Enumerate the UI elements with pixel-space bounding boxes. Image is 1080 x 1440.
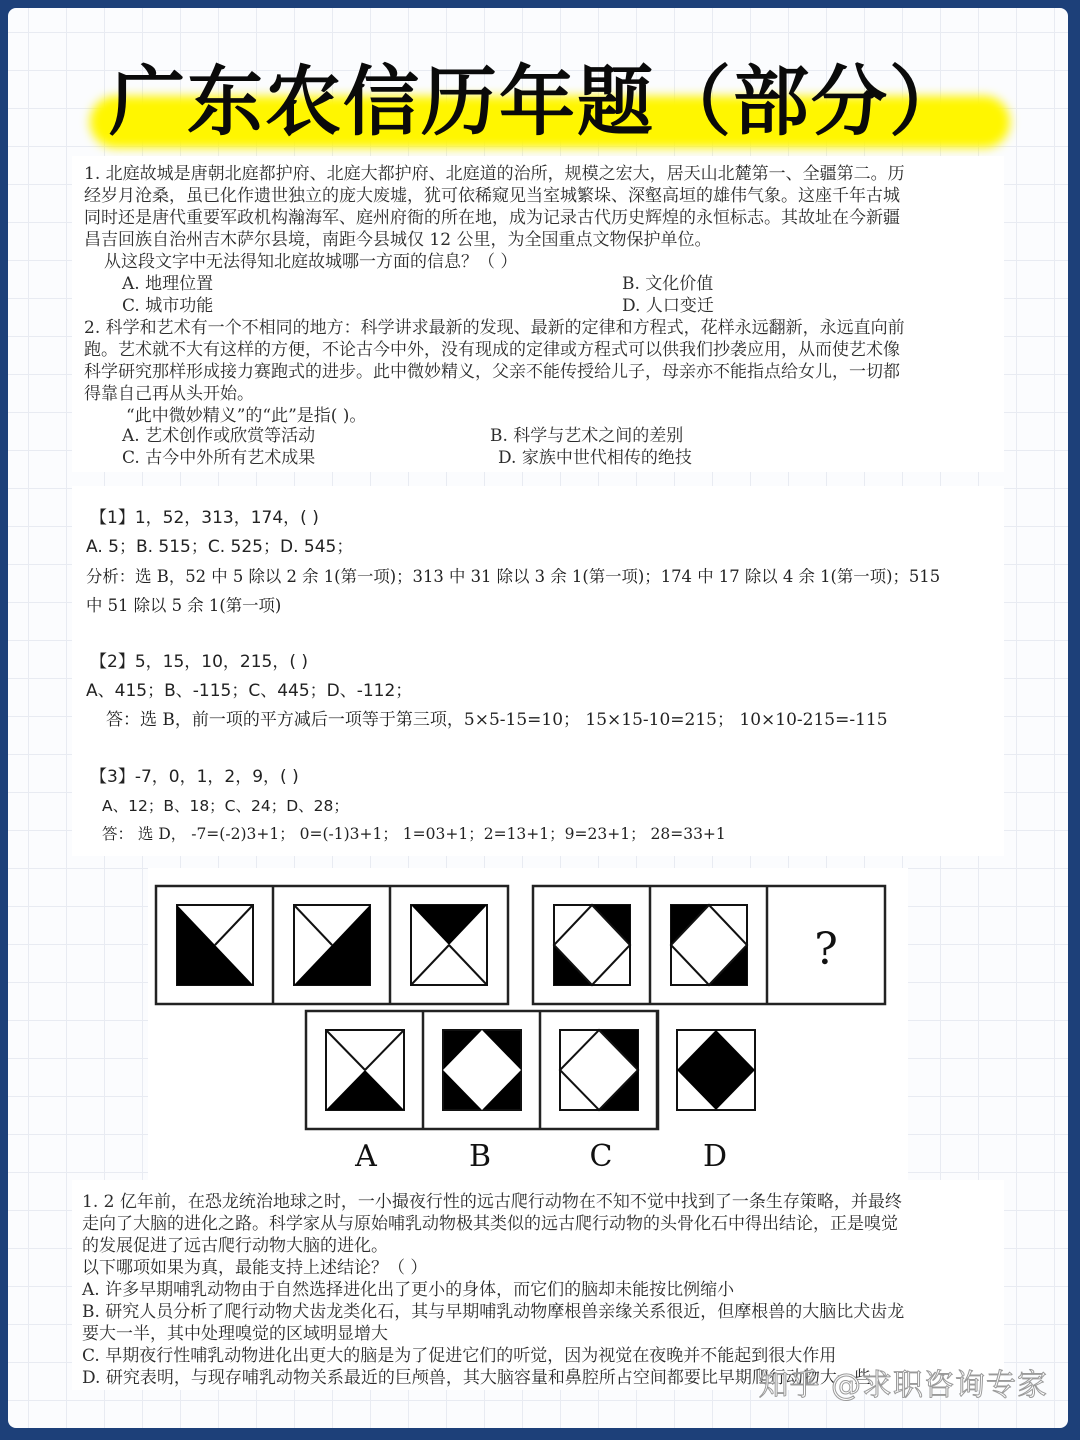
q2-option-a: A. 艺术创作或欣赏等活动	[122, 426, 316, 446]
q2-line: 2. 科学和艺术有一个不相同的地方：科学讲求最新的发现、最新的定律和方程式，花样永远翻新，永远直向前	[84, 318, 905, 338]
logic-option-b-cont: 要大一半，其中处理嗅觉的区域明显增大	[82, 1324, 388, 1344]
option-b-figure[interactable]	[443, 1030, 521, 1110]
number-series-questions	[72, 486, 1004, 856]
series1-answer: 分析：选 B，52 中 5 除以 2 余 1(第一项)；313 中 31 除以 3 余 1(第一项)；174 中 17 除以 4 余 1(第一项)；515	[86, 567, 941, 586]
option-c-figure[interactable]	[560, 1030, 638, 1110]
q1-line: 经岁月沧桑，虽已化作遗世独立的庞大废墟，犹可依稀窥见当室城繁垛、深壑高垣的雄伟气象。这座千年古城	[84, 186, 900, 206]
q2-question: “此中微妙精义”的“此”是指( )。	[126, 406, 367, 426]
series1-answer: 中 51 除以 5 余 1(第一项)	[86, 596, 282, 615]
q2-option-d: D. 家族中世代相传的绝技	[498, 448, 692, 468]
logic-option-b: B. 研究人员分析了爬行动物犬齿龙类化石，其与早期哺乳动物摩根兽亲缘关系很近，但摩根兽的大脑比犬齿龙	[82, 1302, 905, 1322]
q1-option-c: C. 城市功能	[122, 296, 214, 316]
q1-line: 同时还是唐代重要军政机构瀚海军、庭州府衙的所在地，成为记录古代历史辉煌的永恒标志。其故址在今新疆	[84, 208, 900, 228]
figure-reasoning-puzzle	[148, 868, 908, 1180]
option-d-label: D	[702, 1139, 728, 1174]
watermark: 知乎 @求职咨询专家	[758, 1368, 1048, 1403]
series2-options: A、415；B、-115；C、445；D、-112；	[86, 681, 413, 701]
option-c-label: C	[589, 1139, 613, 1174]
header	[8, 46, 1068, 156]
q1-question: 从这段文字中无法得知北庭故城哪一方面的信息？（ ）	[104, 252, 518, 272]
q2-line: 得靠自己再从头开始。	[84, 384, 254, 404]
q1-line: 1. 北庭故城是唐朝北庭都护府、北庭大都护府、北庭道的治所，规模之宏大，居天山北麓第一、全疆第二。历	[84, 164, 905, 184]
logic-question-prompt: 以下哪项如果为真，最能支持上述结论？（ ）	[82, 1258, 428, 1278]
q1-option-d: D. 人口变迁	[622, 296, 714, 316]
figure-panel-3	[411, 905, 487, 985]
figure-panel-4	[554, 905, 630, 985]
q1-option-b: B. 文化价值	[622, 274, 714, 294]
figure-panel-5	[671, 905, 747, 985]
option-d-figure[interactable]	[677, 1030, 755, 1110]
q1-line: 昌吉回族自治州吉木萨尔县境，南距今县城仅 12 公里，为全国重点文物保护单位。	[84, 230, 712, 250]
page-title: 广东农信历年题（部分）	[109, 57, 967, 146]
option-b-label: B	[468, 1139, 492, 1174]
series2-answer: 答：选 B，前一项的平方减后一项等于第三项，5×5-15=10； 15×15-10=215； 10×10-215=-115	[106, 710, 888, 730]
option-a-figure[interactable]	[326, 1030, 404, 1110]
series1-stem: 【1】1，52，313，174，( )	[90, 508, 319, 528]
logic-line: 走向了大脑的进化之路。科学家从与原始哺乳动物极其类似的远古爬行动物的头骨化石中得出结论，正是嗅觉	[82, 1214, 898, 1234]
reading-questions	[72, 156, 1004, 472]
logic-option-c: C. 早期夜行性哺乳动物进化出更大的脑是为了促进它们的听觉，因为视觉在夜晚并不能起到很大作用	[82, 1346, 837, 1366]
figure-panel-2	[294, 905, 370, 985]
logic-line: 的发展促进了远古爬行动物大脑的进化。	[82, 1236, 388, 1256]
series2-stem: 【2】5，15，10，215，( )	[90, 652, 309, 672]
option-a-label: A	[355, 1139, 377, 1174]
q2-line: 跑。艺术就不大有这样的方便，不论古今中外，没有现成的定律或方程式可以供我们抄袭应用，从而使艺术像	[84, 340, 900, 360]
series3-answer: 答： 选 D， -7=(-2)3+1； 0=(-1)3+1； 1=03+1；2=13+1；9=23+1； 28=33+1	[102, 825, 726, 843]
question-mark: ?	[814, 924, 838, 975]
series1-options: A. 5；B. 515；C. 525；D. 545；	[86, 537, 354, 557]
series3-options: A、12；B、18；C、24；D、28；	[102, 797, 349, 815]
q2-option-c: C. 古今中外所有艺术成果	[122, 448, 316, 468]
logic-question	[72, 1180, 1004, 1390]
q2-line: 科学研究那样形成接力赛跑式的进步。此中微妙精义，父亲不能传授给儿子，母亲亦不能指点给女儿，一切都	[84, 362, 900, 382]
q2-option-b: B. 科学与艺术之间的差别	[490, 426, 684, 446]
q1-option-a: A. 地理位置	[122, 274, 214, 294]
series3-stem: 【3】-7，0，1，2，9，( )	[90, 767, 299, 787]
logic-line: 1. 2 亿年前，在恐龙统治地球之时，一小撮夜行性的远古爬行动物在不知不觉中找到了一条生存策略，并最终	[82, 1192, 902, 1212]
logic-option-d: D. 研究表明，与现存哺乳动物关系最近的巨颅兽，其大脑容量和鼻腔所占空间都要比早期爬行动物大一些	[82, 1368, 871, 1388]
figure-panel-1	[177, 905, 253, 985]
page-card	[8, 8, 1068, 1428]
figure-svg	[148, 868, 908, 1180]
logic-option-a: A. 许多早期哺乳动物由于自然选择进化出了更小的身体，而它们的脑却未能按比例缩小	[82, 1280, 735, 1300]
